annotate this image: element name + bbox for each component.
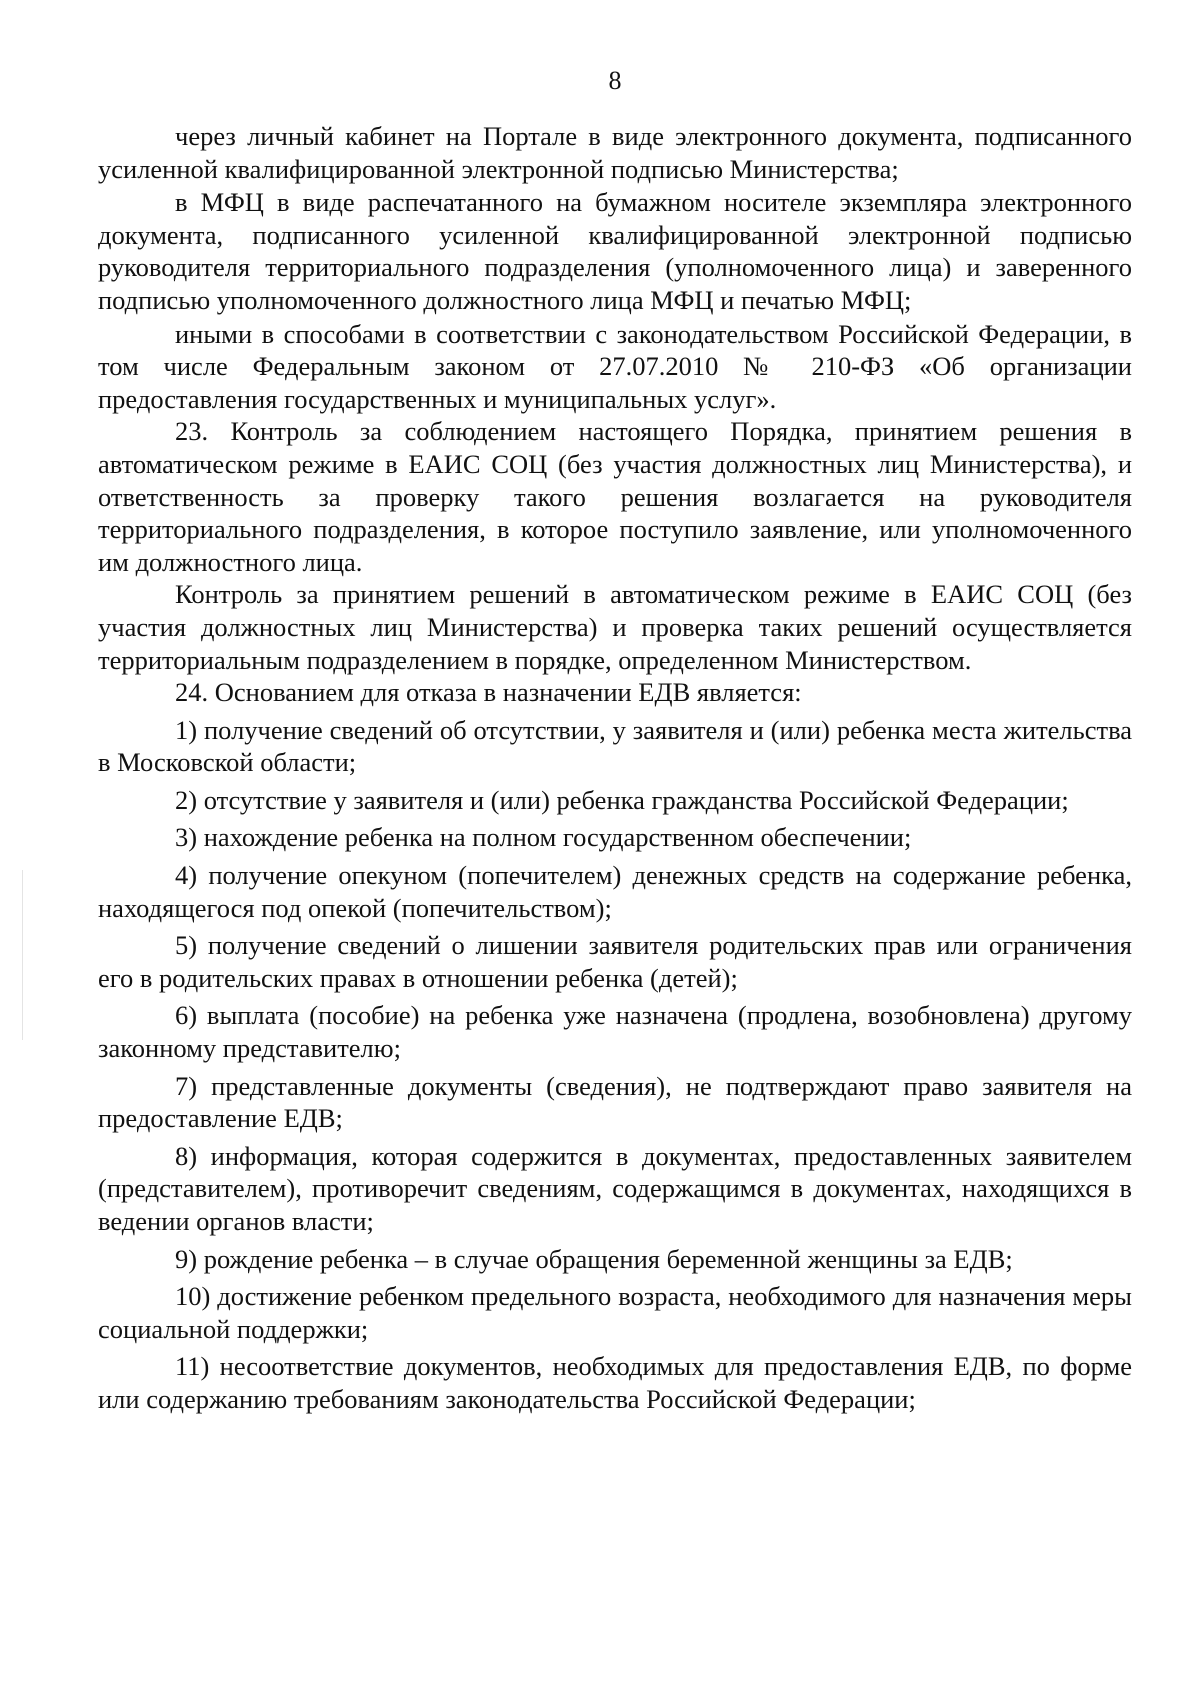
list-item-2: 2) отсутствие у заявителя и (или) ребенка гражданства Российской Федерации;: [175, 784, 1069, 815]
list-item-8: 8) информация, которая содержится в документах, предоставленных заявителем (представителем), противоречит сведениям, содержащимся в документах, находящихся в ведении органов власти;: [98, 1140, 1132, 1236]
paragraph-23-control: 23. Контроль за соблюдением настоящего Порядка, принятием решения в автоматическом режиме в ЕАИС СОЦ (без участия должностных лиц Министерства), и ответственность за проверку такого решения возлагается на руководителя территориального подразделения, в которое поступило заявление, или уполномоченного им должностного лица.: [98, 416, 1132, 577]
list-item-7: 7) представленные документы (сведения), не подтверждают право заявителя на предоставление ЕДВ;: [98, 1070, 1132, 1134]
paragraph-control-auto: Контроль за принятием решений в автоматическом режиме в ЕАИС СОЦ (без участия должностных лиц Министерства) и проверка таких решений осуществляется территориальным подразделением в порядке, определенном Министерством.: [98, 579, 1132, 675]
paragraph-other-methods: иными в способами в соответствии с законодательством Российской Федерации, в том числе Федеральным законом от 27.07.2010 № 210-ФЗ «Об организации предоставления государственных и муниципальных услуг».: [98, 318, 1132, 414]
document-body: [98, 120, 1132, 1416]
scan-margin-line: [22, 870, 23, 1040]
paragraph-mfc: в МФЦ в виде распечатанного на бумажном носителе экземпляра электронного документа, подписанного усиленной квалифицированной электронной подписью руководителя территориального подразделения (уполномоченного лица) и заверенного подписью уполномоченного должностного лица МФЦ и печатью МФЦ;: [98, 187, 1132, 315]
list-item-9: 9) рождение ребенка – в случае обращения беременной женщины за ЕДВ;: [175, 1243, 1013, 1274]
list-item-1: 1) получение сведений об отсутствии, у заявителя и (или) ребенка места жительства в Московской области;: [98, 714, 1132, 778]
paragraph-portal: через личный кабинет на Портале в виде электронного документа, подписанного усиленной квалифицированной электронной подписью Министерства;: [98, 121, 1132, 184]
list-item-6: 6) выплата (пособие) на ребенка уже назначена (продлена, возобновлена) другому законному представителю;: [98, 1000, 1132, 1064]
list-item-11: 11) несоответствие документов, необходимых для предоставления ЕДВ, по форме или содержанию требованиям законодательства Российской Федерации;: [98, 1351, 1132, 1414]
list-item-10: 10) достижение ребенком предельного возраста, необходимого для назначения меры социальной поддержки;: [98, 1281, 1132, 1344]
paragraph-24-grounds: 24. Основанием для отказа в назначении ЕДВ является:: [175, 677, 802, 708]
list-item-3: 3) нахождение ребенка на полном государственном обеспечении;: [175, 822, 912, 853]
list-item-5: 5) получение сведений о лишении заявителя родительских прав или ограничения его в родительских правах в отношении ребенка (детей);: [98, 930, 1132, 993]
list-item-4: 4) получение опекуном (попечителем) денежных средств на содержание ребенка, находящегося под опекой (попечительством);: [98, 860, 1132, 923]
page-number: 8: [608, 66, 622, 95]
